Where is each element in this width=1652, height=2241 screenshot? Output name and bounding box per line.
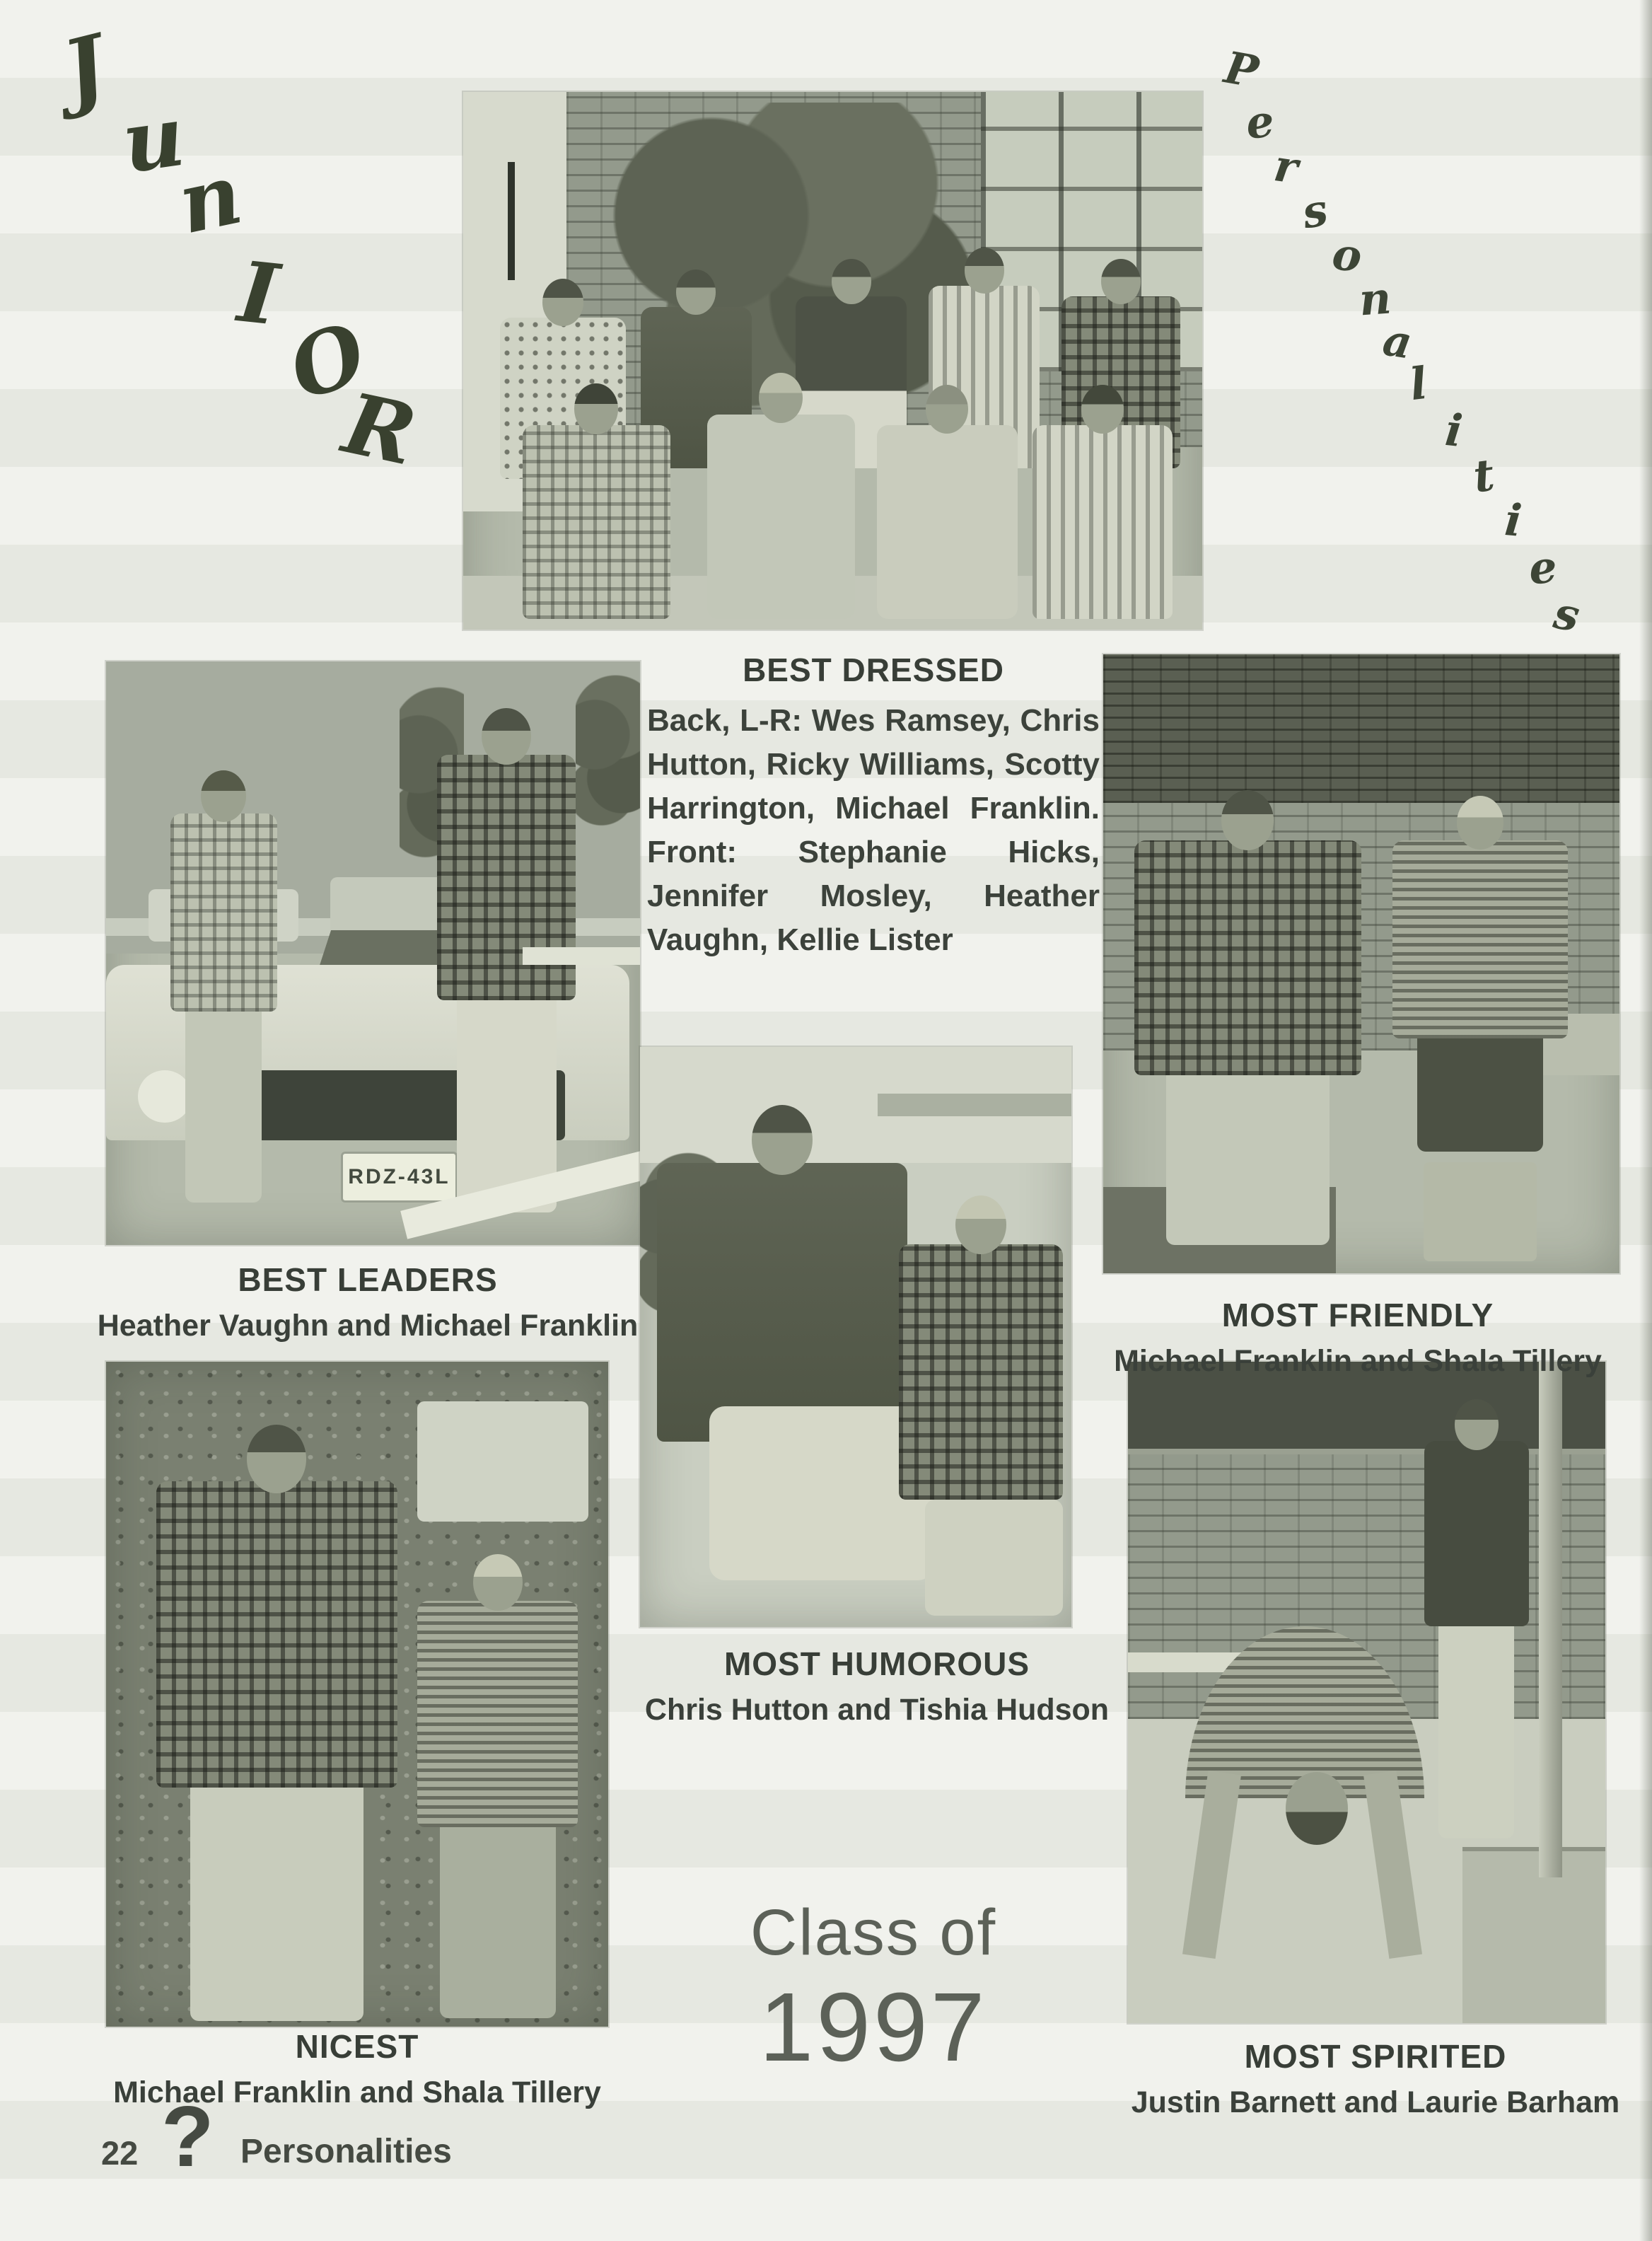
- caption-title: NICEST: [295, 2028, 419, 2065]
- personalities-letter: i: [1502, 494, 1524, 547]
- footer-section-label: Personalities: [240, 2133, 452, 2170]
- personalities-letter: i: [1443, 403, 1465, 458]
- caption-title: MOST SPIRITED: [1244, 2038, 1507, 2075]
- personalities-letter: P: [1221, 41, 1262, 98]
- pole-mark: [508, 162, 515, 280]
- student-figure: [1134, 840, 1361, 1076]
- page-edge-shadow: [1639, 0, 1652, 2241]
- caption-most-friendly: [1075, 1296, 1641, 1379]
- junior-letter: n: [170, 144, 250, 253]
- legs: [1424, 1162, 1537, 1261]
- personalities-letter: s: [1298, 183, 1332, 239]
- car-headlight: [138, 1070, 192, 1123]
- student-figure: [1392, 840, 1568, 1038]
- student-figure: [170, 813, 277, 1012]
- caption-names: Chris Hutton and Tishia Hudson: [644, 1693, 1110, 1727]
- caption-title: BEST LEADERS: [238, 1261, 498, 1298]
- sky-patch: [417, 1401, 588, 1521]
- personalities-letter: e: [1526, 540, 1559, 595]
- caption-most-spirited: [1103, 2037, 1648, 2120]
- caption-body: Back, L-R: Wes Ramsey, Chris Hutton, Ricky Williams, Scotty Harrington, Michael Franklin. Front: Stephanie Hicks, Jennifer Mosley, Heather Vaughn, Kellie Lister: [647, 703, 1100, 957]
- student-figure: [1032, 425, 1173, 619]
- caption-best-leaders: [60, 1261, 675, 1343]
- student-figure: [657, 1163, 907, 1442]
- student-figure: [156, 1481, 397, 1787]
- pole: [1539, 1362, 1563, 1877]
- caption-names: Michael Franklin and Shala Tillery: [113, 2075, 601, 2109]
- student-figure: [877, 425, 1018, 619]
- junior-letter: O: [277, 303, 378, 419]
- caption-title: MOST FRIENDLY: [1221, 1297, 1494, 1333]
- junior-letter: u: [116, 86, 190, 192]
- personalities-letter: t: [1470, 448, 1498, 503]
- junior-letter: R: [335, 374, 424, 485]
- personalities-letter: r: [1271, 139, 1301, 194]
- personalities-letter: l: [1407, 357, 1430, 411]
- skirt: [925, 1500, 1063, 1616]
- photo-most-humorous: [640, 1047, 1071, 1627]
- caption-best-dressed: [647, 651, 1100, 962]
- caption-most-humorous: [622, 1645, 1132, 1727]
- page-number: 22: [101, 2134, 139, 2172]
- student-figure: [1424, 1441, 1530, 1626]
- caption-names: Michael Franklin and Shala Tillery: [1114, 1344, 1602, 1378]
- caption-names: Heather Vaughn and Michael Franklin: [97, 1309, 639, 1343]
- personalities-letter: a: [1379, 313, 1416, 369]
- personalities-letter: e: [1243, 95, 1277, 149]
- page-footer: [0, 2087, 636, 2200]
- photo-most-friendly: [1103, 654, 1619, 1273]
- pine-tree: [576, 673, 640, 849]
- class-of-1997: [707, 1896, 1040, 2084]
- caption-title: MOST HUMOROUS: [723, 1645, 1030, 1682]
- photo-best-leaders: [106, 661, 640, 1245]
- photo-best-dressed: [463, 92, 1202, 630]
- personalities-letter: n: [1357, 272, 1393, 326]
- student-figure: [707, 415, 855, 619]
- junior-letter: J: [53, 16, 116, 121]
- caption-title: BEST DRESSED: [743, 652, 1004, 688]
- caption-names: Justin Barnett and Laurie Barham: [1131, 2085, 1620, 2119]
- class-of-text: Class of: [750, 1897, 997, 1969]
- student-figure: [523, 425, 670, 619]
- junior-letter: I: [233, 242, 284, 344]
- class-year: 1997: [759, 1973, 988, 2082]
- personalities-letter: s: [1550, 586, 1584, 642]
- personalities-letter: o: [1330, 228, 1364, 282]
- photo-nicest: [106, 1362, 608, 2027]
- fence-rail: [523, 947, 640, 965]
- student-figure: [899, 1244, 1063, 1500]
- roof-edge: [878, 1094, 1072, 1117]
- student-figure: [417, 1601, 578, 1827]
- question-mark-icon: ?: [161, 2088, 214, 2184]
- photo-most-spirited: [1128, 1362, 1605, 2023]
- backbend-head: [1286, 1772, 1348, 1845]
- brick-wall-dark: [1103, 654, 1619, 803]
- steps: [1462, 1847, 1606, 2023]
- license-plate: RDZ-43L: [341, 1152, 458, 1203]
